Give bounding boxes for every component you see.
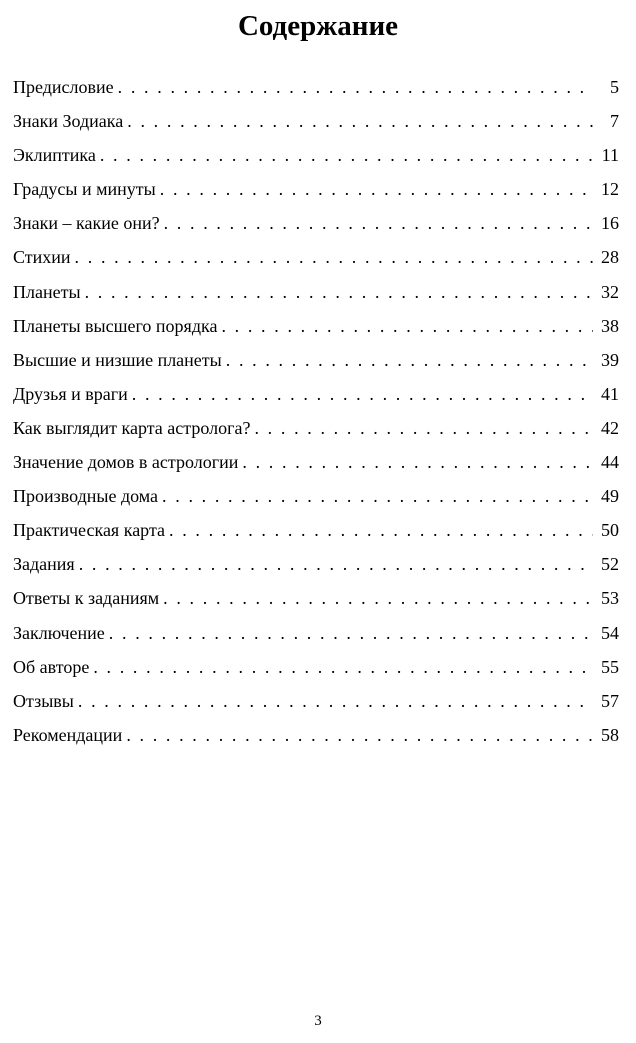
dot-leader — [160, 172, 593, 206]
toc-entry-page: 7 — [610, 111, 619, 132]
toc-entry[interactable] — [13, 377, 619, 411]
toc-entry[interactable] — [13, 138, 619, 172]
toc-entry-title: Практическая карта — [13, 520, 166, 541]
dot-leader — [79, 547, 593, 581]
toc-entry[interactable] — [13, 275, 619, 309]
toc-entry-title: Отзывы — [13, 690, 74, 711]
toc-entry-page: 54 — [601, 622, 619, 643]
toc-entry[interactable] — [13, 684, 619, 718]
page-number: 3 — [314, 1013, 322, 1029]
table-of-contents — [13, 70, 619, 752]
dot-leader — [78, 684, 593, 718]
toc-entry[interactable] — [13, 581, 619, 615]
toc-entry-title: Об авторе — [13, 656, 90, 677]
dot-leader — [118, 70, 593, 104]
toc-entry-title: Задания — [13, 554, 75, 575]
toc-entry-page: 50 — [601, 520, 619, 541]
toc-entry[interactable] — [13, 206, 619, 240]
dot-leader — [226, 343, 593, 377]
toc-entry-page: 11 — [601, 145, 619, 166]
toc-entry-page: 38 — [601, 315, 619, 336]
toc-entry[interactable] — [13, 479, 619, 513]
toc-entry-page: 58 — [601, 724, 619, 745]
toc-entry-title: Эклиптика — [13, 145, 96, 166]
dot-leader — [162, 479, 593, 513]
toc-entry[interactable] — [13, 240, 619, 274]
toc-entry[interactable] — [13, 650, 619, 684]
dot-leader — [109, 616, 593, 650]
toc-entry-page: 32 — [601, 281, 619, 302]
toc-entry[interactable] — [13, 343, 619, 377]
toc-entry-title: Рекомендации — [13, 724, 123, 745]
dot-leader — [132, 377, 593, 411]
toc-entry-title: Стихии — [13, 247, 71, 268]
toc-entry[interactable] — [13, 513, 619, 547]
toc-entry-page: 53 — [601, 588, 619, 609]
dot-leader — [127, 104, 593, 138]
toc-entry-page: 42 — [601, 417, 619, 438]
dot-leader — [242, 445, 593, 479]
toc-entry[interactable] — [13, 70, 619, 104]
toc-entry[interactable] — [13, 172, 619, 206]
toc-entry-title: Планеты — [13, 281, 81, 302]
toc-entry[interactable] — [13, 616, 619, 650]
toc-entry-title: Высшие и низшие планеты — [13, 349, 222, 370]
toc-entry[interactable] — [13, 718, 619, 752]
dot-leader — [75, 240, 593, 274]
toc-entry-title: Друзья и враги — [13, 383, 128, 404]
toc-entry-page: 55 — [601, 656, 619, 677]
toc-entry-page: 57 — [601, 690, 619, 711]
dot-leader — [221, 309, 593, 343]
toc-entry-page: 44 — [601, 452, 619, 473]
dot-leader — [126, 718, 593, 752]
toc-entry-title: Заключение — [13, 622, 105, 643]
toc-entry-page: 41 — [601, 383, 619, 404]
dot-leader — [100, 138, 593, 172]
toc-entry-title: Как выглядит карта астролога? — [13, 417, 251, 438]
page-title: Содержание — [237, 10, 399, 42]
toc-entry[interactable] — [13, 411, 619, 445]
dot-leader — [169, 513, 593, 547]
toc-entry-page: 5 — [610, 77, 619, 97]
dot-leader — [254, 411, 593, 445]
toc-entry[interactable] — [13, 104, 619, 138]
dot-leader — [93, 650, 593, 684]
toc-entry[interactable] — [13, 445, 619, 479]
dot-leader — [85, 275, 593, 309]
toc-entry-title: Планеты высшего порядка — [13, 315, 218, 336]
toc-entry-page: 52 — [601, 554, 619, 575]
toc-entry-page: 12 — [601, 179, 619, 200]
toc-entry-title: Знаки – какие они? — [13, 213, 160, 234]
toc-entry-title: Знаки Зодиака — [13, 111, 124, 132]
dot-leader — [164, 206, 593, 240]
toc-entry-title: Ответы к заданиям — [13, 588, 160, 609]
toc-entry-title: Градусы и минуты — [13, 179, 156, 200]
toc-entry[interactable] — [13, 309, 619, 343]
toc-entry-title: Предисловие — [13, 77, 114, 97]
toc-entry[interactable] — [13, 547, 619, 581]
toc-entry-page: 28 — [601, 247, 619, 268]
toc-entry-page: 16 — [601, 213, 619, 234]
toc-entry-page: 49 — [601, 486, 619, 507]
toc-entry-title: Производные дома — [13, 486, 159, 507]
toc-entry-page: 39 — [601, 349, 619, 370]
toc-entry-title: Значение домов в астрологии — [13, 452, 239, 473]
dot-leader — [163, 581, 593, 615]
